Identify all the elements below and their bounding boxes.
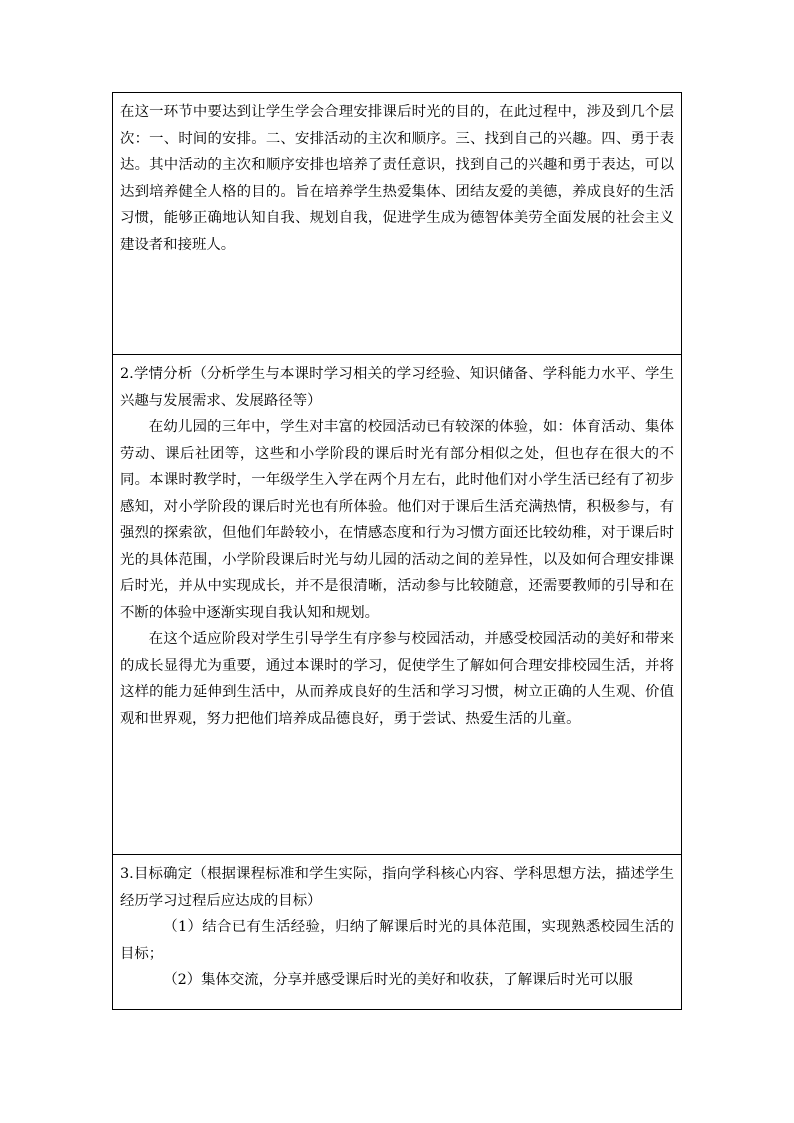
learner-analysis-paragraph: 在这个适应阶段对学生引导学生有序参与校园活动，并感受校园活动的美好和带来的成长显得尤为重要，通过本课时的学习，促使学生了解如何合理安排校园生活，并将这样的能力延伸到生活中，从而养成良好的生活和学习习惯，树立正确的人生观、价值观和世界观，努力把他们培养成品德良好，勇于尝试、热爱生活的儿童。 (120, 631, 674, 727)
table-row (113, 93, 682, 355)
objective-item: （2）集体交流，分享并感受课后时光的美好和收获，了解课后时光可以服 (163, 972, 633, 988)
lesson-plan-table (112, 92, 682, 1010)
table-row (113, 355, 682, 855)
learner-analysis-cell (113, 355, 682, 855)
design-intent-paragraph: 在这一环节中要达到让学生学会合理安排课后时光的目的，在此过程中，涉及到几个层次：一、时间的安排。二、安排活动的主次和顺序。三、找到自己的兴趣。四、勇于表达。其中活动的主次和顺序安排也培养了责任意识，找到自己的兴趣和勇于表达，可以达到培养健全人格的目的。旨在培养学生热爱集体、团结友爱的美德，养成良好的生活习惯，能够正确地认知自我、规划自我，促进学生成为德智体美劳全面发展的社会主义建设者和接班人。 (120, 104, 674, 253)
objectives-cell (113, 855, 682, 1010)
learner-analysis-heading: 2.学情分析（分析学生与本课时学习相关的学习经验、知识储备、学科能力水平、学生兴趣与发展需求、发展路径等） (120, 366, 674, 409)
objective-item: （1）结合已有生活经验，归纳了解课后时光的具体范围，实现熟悉校园生活的目标； (120, 919, 674, 962)
learner-analysis-paragraph: 在幼儿园的三年中，学生对丰富的校园活动已有较深的体验，如：体育活动、集体劳动、课后社团等，这些和小学阶段的课后时光有部分相似之处，但也存在很大的不同。本课时教学时，一年级学生入学在两个月左右，此时他们对小学生活已经有了初步感知，对小学阶段的课后时光也有所体验。他们对于课后生活充满热情，积极参与，有强烈的探索欲，但他们年龄较小，在情感态度和行为习惯方面还比较幼稚，对于课后时光的具体范围，小学阶段课后时光与幼儿园的活动之间的差异性，以及如何合理安排课后时光，并从中实现成长，并不是很清晰，活动参与比较随意，还需要教师的引导和在不断的体验中逐渐实现自我认知和规划。 (120, 419, 674, 621)
objectives-heading: 3.目标确定（根据课程标准和学生实际，指向学科核心内容、学科思想方法，描述学生经历学习过程后应达成的目标） (120, 866, 674, 909)
table-row (113, 855, 682, 1010)
design-intent-cell (113, 93, 682, 355)
